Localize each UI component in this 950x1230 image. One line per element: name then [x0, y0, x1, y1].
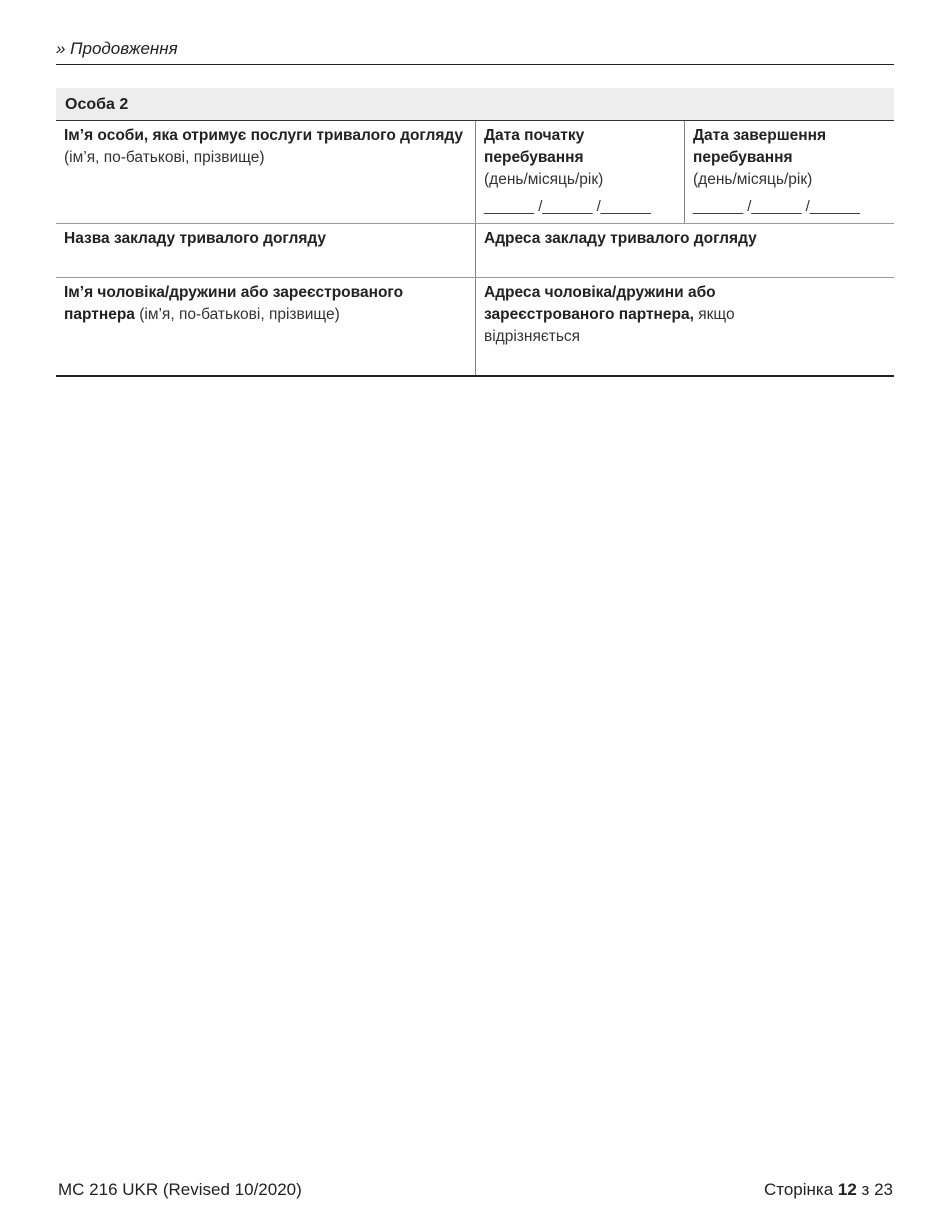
page-current: 12 — [837, 1180, 857, 1199]
field-facility-address[interactable] — [476, 224, 894, 277]
field-spouse-address[interactable] — [476, 278, 894, 375]
header-divider — [56, 64, 894, 65]
field-label: Адреса чоловіка/дружини або зареєстрованого партнера, — [484, 284, 716, 323]
field-label: Дата початку перебування — [484, 127, 585, 166]
page-prefix: Сторінка — [763, 1180, 838, 1199]
continuation-label: » Продовження — [56, 39, 178, 58]
end-date-input[interactable]: ______ /______ /______ — [693, 198, 860, 215]
field-spouse-name[interactable] — [56, 278, 475, 375]
field-label: Адреса закладу тривалого догляду — [484, 230, 757, 247]
field-hint: (ім’я, по-батькові, прізвище) — [134, 306, 340, 323]
page-number — [764, 1180, 893, 1200]
field-recipient-name[interactable] — [56, 121, 475, 223]
page-total: 23 — [874, 1180, 893, 1199]
field-label: Ім’я особи, яка отримує послуги тривалого догляду — [64, 127, 464, 144]
field-hint: (день/місяць/рік) — [484, 171, 604, 188]
field-hint: (ім’я, по-батькові, прізвище) — [64, 149, 265, 166]
field-hint: якщо відрізняється — [484, 306, 735, 345]
field-hint: (день/місяць/рік) — [693, 171, 813, 188]
page-sep: з — [856, 1180, 875, 1199]
start-date-input[interactable]: ______ /______ /______ — [484, 198, 651, 215]
field-label: Ім’я чоловіка/дружини або зареєстрованого партнера — [64, 284, 404, 323]
table-bottom-rule — [56, 375, 894, 377]
field-label: Назва закладу тривалого догляду — [64, 230, 327, 247]
section-title: Особа 2 — [65, 96, 129, 113]
field-label: Дата завершення перебування — [693, 127, 827, 166]
field-facility-name[interactable] — [56, 224, 475, 277]
section-header — [56, 88, 894, 121]
form-id: MC 216 UKR (Revised 10/2020) — [58, 1180, 302, 1199]
